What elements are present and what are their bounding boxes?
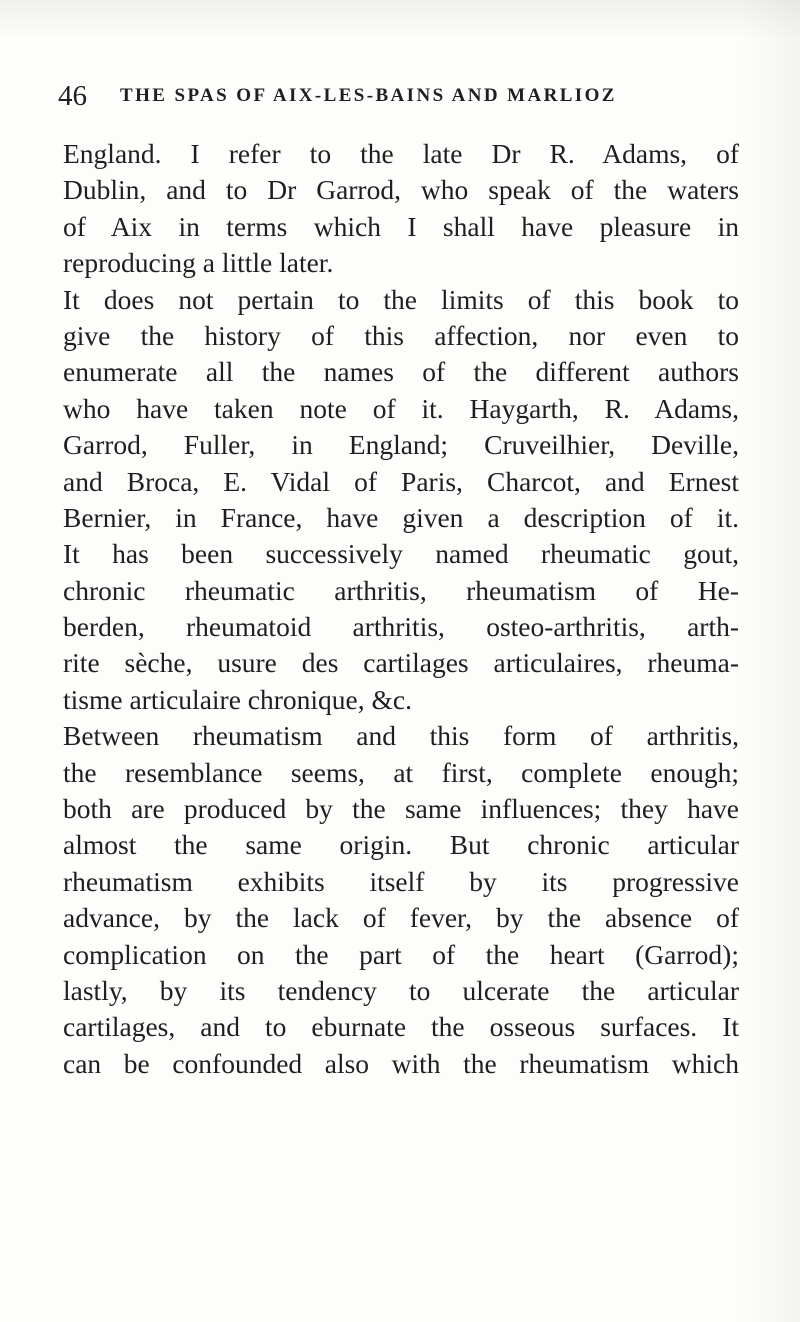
text-line: almost the same origin. But chronic articular [63,829,739,861]
text-line: can be confounded also with the rheumatism which [63,1047,739,1079]
text-line: of Aix in terms which I shall have pleasure in [63,210,739,242]
text-line: Bernier, in France, have given a description of it. [63,501,739,533]
text-line: rheumatism exhibits itself by its progressive [63,865,739,897]
text-line: rite sèche, usure des cartilages articulaires, rheuma- [63,647,739,679]
text-line: tisme articulaire chronique, &c. [63,683,412,715]
page-edge-shadow [0,0,800,40]
text-line: England. I refer to the late Dr R. Adams, of [63,138,739,169]
page-fold-shadow [740,0,800,1322]
text-line: It has been successively named rheumatic gout, [63,538,739,570]
text-line: enumerate all the names of the different authors [63,356,739,388]
running-title: THE SPAS OF AIX-LES-BAINS AND MARLIOZ [120,85,617,106]
page-number: 46 [58,80,87,112]
text-line: the resemblance seems, at first, complete enough; [63,756,739,788]
body-text [63,136,739,1082]
text-line: advance, by the lack of fever, by the absence of [63,902,739,934]
text-line: give the history of this affection, nor even to [63,319,739,351]
text-line: chronic rheumatic arthritis, rheumatism of He- [63,574,739,606]
text-line: complication on the part of the heart (Garrod); [63,938,739,970]
text-line: lastly, by its tendency to ulcerate the articular [63,974,739,1006]
text-line: and Broca, E. Vidal of Paris, Charcot, and Ernest [63,465,739,497]
text-line: Dublin, and to Dr Garrod, who speak of the waters [63,174,739,206]
text-line: Between rheumatism and this form of arthritis, [63,720,739,752]
text-line: both are produced by the same influences; they have [63,793,739,825]
text-line: who have taken note of it. Haygarth, R. Adams, [63,392,739,424]
text-line: cartilages, and to eburnate the osseous surfaces. It [63,1011,739,1043]
text-line: berden, rheumatoid arthritis, osteo-arthritis, arth- [63,611,739,643]
text-line: It does not pertain to the limits of this book to [63,283,739,315]
running-header [58,76,748,116]
text-line: Garrod, Fuller, in England; Cruveilhier, Deville, [63,429,739,461]
text-line: reproducing a little later. [63,247,334,279]
